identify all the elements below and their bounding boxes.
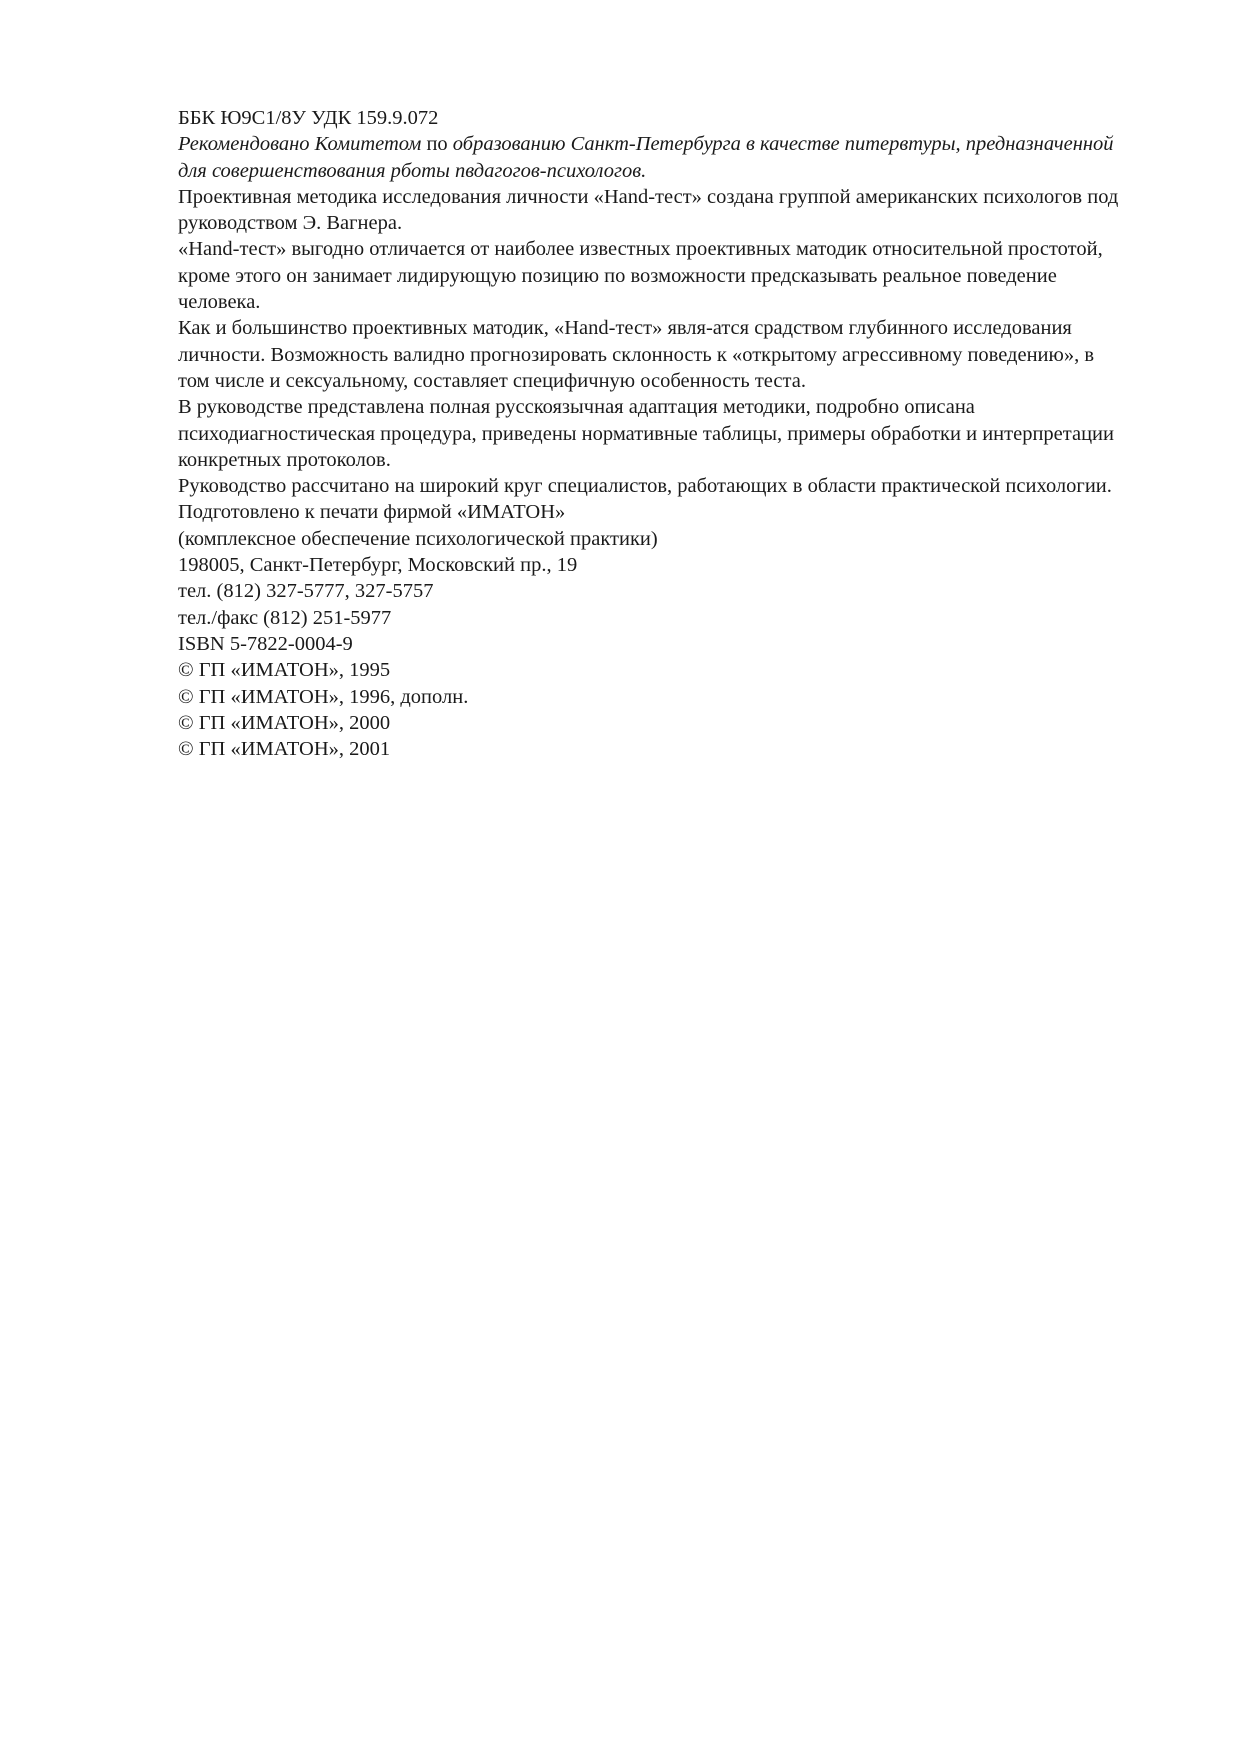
- isbn-line: ISBN 5-7822-0004-9: [178, 632, 353, 655]
- paragraph-intro: Проективная методика исследования личности «Hand-тест» создана группой американских психологов под руководством Э. Вагнера.: [178, 185, 1119, 235]
- recommendation-italic-end: образованию Санкт-Петербурга в качестве питервтуры, предназначенной для совершенствования рботы пвдагогов-психологов.: [178, 133, 1114, 182]
- recommendation-line: [178, 131, 1123, 184]
- publisher-fax: тел./факс (812) 251-5977: [178, 606, 392, 629]
- copyright-line: © ГП «ИМАТОН», 2000: [178, 711, 391, 734]
- paragraph-advantages: «Hand-тест» выгодно отличается от наиболее известных проективных матодик относительной простотой, кроме этого он занимает лидирующую позицию по возможности предсказывать реальное поведение человека.: [178, 238, 1103, 314]
- recommendation-regular: по: [421, 133, 453, 156]
- publisher-description: (комплексное обеспечение психологической практики): [178, 527, 658, 550]
- publisher-prepared: Подготовлено к печати фирмой «ИМАТОН»: [178, 501, 566, 524]
- classification-line: ББК Ю9С1/8У УДК 159.9.072: [178, 107, 439, 129]
- paragraph-contents: В руководстве представлена полная русскоязычная адаптация методики, подробно описана психодиагностическая процедура, приведены нормативные таблицы, примеры обработки и интерпретации конкретных протоколов.: [178, 396, 1114, 471]
- copyright-line: © ГП «ИМАТОН», 1996, дополн.: [178, 685, 469, 708]
- copyright-line: © ГП «ИМАТОН», 1995: [178, 659, 391, 682]
- paragraph-audience: Руководство рассчитано на широкий круг специалистов, работающих в области практической психологии.: [178, 475, 1112, 498]
- recommendation-italic-start: Рекомендовано Комитетом: [178, 133, 422, 156]
- publisher-address: 198005, Санкт-Петербург, Московский пр., 19: [178, 554, 578, 577]
- paragraph-method: Как и большинство проективных матодик, «Hand-тест» явля-атся срадством глубинного исследования личности. Возможность валидно прогнозировать склонность к «открытому агрессивному поведению», в том числе и сексуальному, составляет специфичную особенность теста.: [178, 317, 1095, 392]
- imprint-text-block: [178, 105, 1123, 762]
- publisher-phone: тел. (812) 327-5777, 327-5757: [178, 580, 434, 603]
- copyright-line: © ГП «ИМАТОН», 2001: [178, 738, 391, 761]
